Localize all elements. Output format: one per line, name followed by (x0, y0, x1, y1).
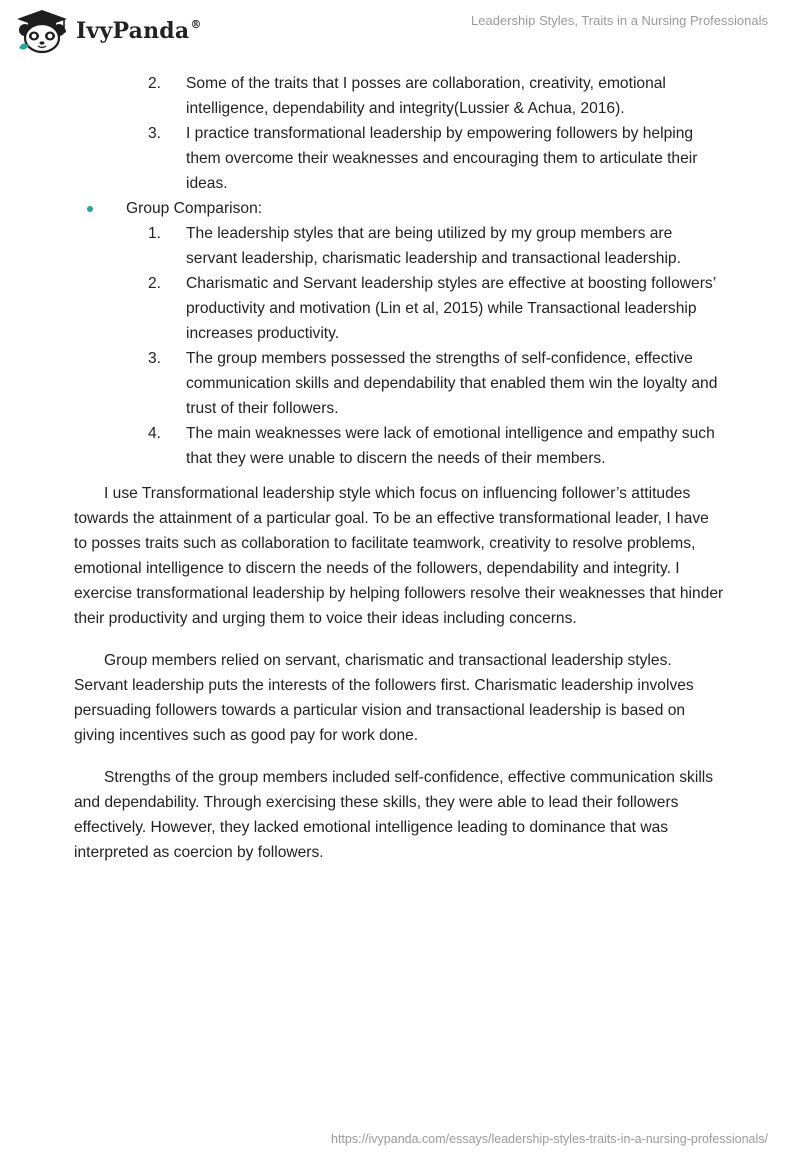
list-number: 2. (148, 275, 162, 292)
list-text: The main weaknesses were lack of emotional intelligence and empathy such that they were unable to discern the needs of their members. (186, 425, 715, 467)
brand-name (76, 18, 202, 44)
list-number: 2. (148, 75, 162, 92)
group-comparison-bullet (74, 196, 724, 221)
list-text: The leadership styles that are being utilized by my group members are servant leadership, charismatic leadership and transactional leadership. (186, 225, 681, 267)
body-paragraph: I use Transformational leadership style which focus on influencing follower’s attitudes towards the attainment of a particular goal. To be an effective transformational leader, I have to posses traits such as collaboration to facilitate teamwork, creativity to resolve problems, emotional intelligence to discern the needs of the followers, dependability and integrity. I exercise transformational leadership by helping followers resolve their weaknesses that hinder their productivity and urging them to voice their ideas including concerns. (74, 485, 724, 627)
list-item (74, 71, 724, 121)
ivypanda-logo[interactable] (14, 8, 202, 54)
list-number: 1. (148, 225, 162, 242)
brand-text: IvyPanda (76, 18, 190, 44)
list-item (74, 421, 724, 471)
page-header (0, 0, 800, 60)
group-comparison-label: Group Comparison: (126, 200, 263, 217)
continued-list (74, 71, 724, 196)
list-item (74, 346, 724, 421)
bullet-icon (87, 206, 93, 212)
list-number: 3. (148, 125, 162, 142)
document-title: Leadership Styles, Traits in a Nursing Professionals (471, 13, 768, 28)
body-paragraph: Strengths of the group members included self-confidence, effective communication skills and dependability. Through exercising these skills, they were able to lead their followers effectively. However, they lacked emotional intelligence leading to dominance that was interpreted as coercion by followers. (74, 769, 714, 861)
list-item (74, 121, 724, 196)
list-text: The group members possessed the strengths of self-confidence, effective communication skills and dependability that enabled them win the loyalty and trust of their followers. (186, 350, 718, 417)
list-text: Charismatic and Servant leadership styles are effective at boosting followers’ productivity and motivation (Lin et al, 2015) while Transactional leadership increases productivity. (186, 275, 716, 342)
panda-graduate-icon (14, 8, 70, 54)
list-number: 3. (148, 350, 162, 367)
body-paragraph: Group members relied on servant, charismatic and transactional leadership styles. Servant leadership puts the interests of the followers first. Charismatic leadership involves persuading followers towards a particular vision and transactional leadership is based on giving incentives such as good pay for work done. (74, 652, 694, 744)
document-body (74, 71, 724, 865)
registered-mark: ® (190, 18, 202, 31)
source-url-link[interactable]: https://ivypanda.com/essays/leadership-styles-traits-in-a-nursing-professionals/ (331, 1132, 768, 1146)
list-text: Some of the traits that I posses are collaboration, creativity, emotional intelligence, dependability and integrity(Lussier & Achua, 2016). (186, 75, 666, 117)
list-item (74, 221, 724, 271)
group-comparison-list (74, 221, 724, 471)
list-text: I practice transformational leadership by empowering followers by helping them overcome their weaknesses and encouraging them to articulate their ideas. (186, 125, 698, 192)
list-item (74, 271, 724, 346)
list-number: 4. (148, 425, 162, 442)
